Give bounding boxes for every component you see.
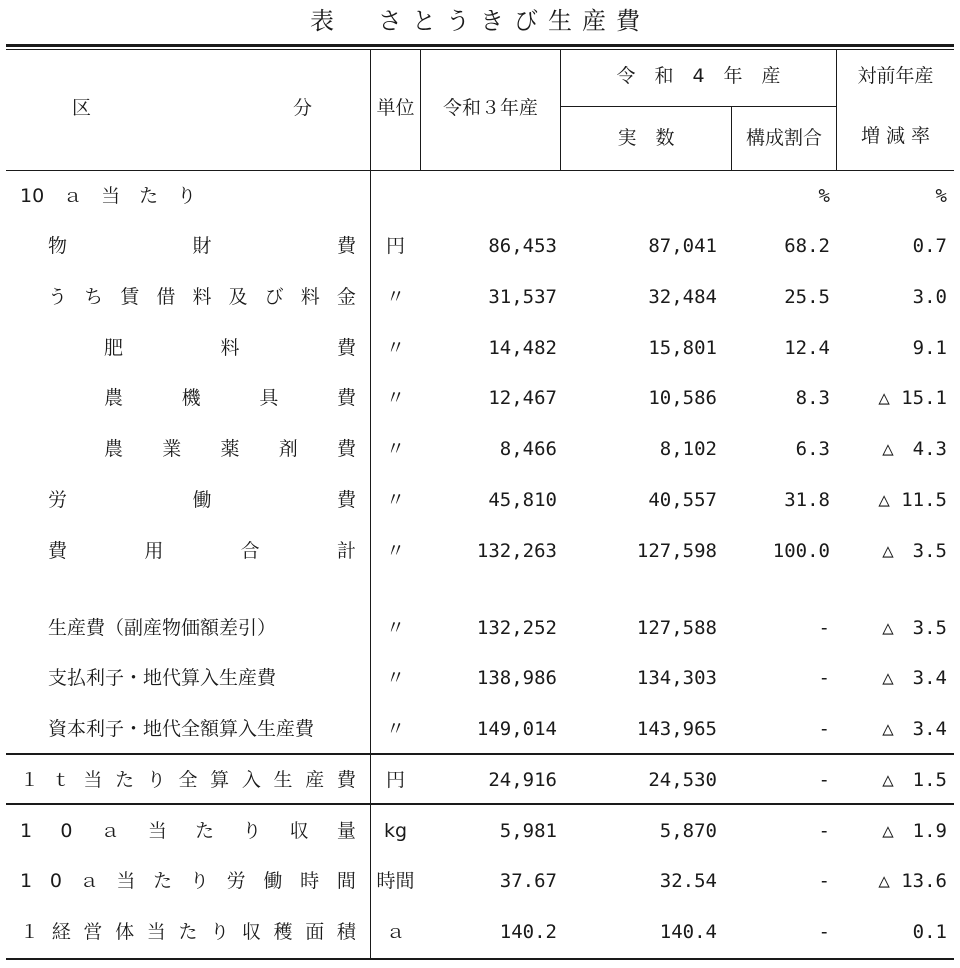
row-curr-value: 87,041 bbox=[648, 235, 717, 257]
header-prev-year: 令和３年産 bbox=[442, 97, 538, 119]
top-rule-thin bbox=[6, 49, 954, 50]
row-ratio: - bbox=[818, 870, 830, 892]
row-ratio: 25.5 bbox=[784, 286, 830, 308]
row-curr-value: 8,102 bbox=[659, 438, 717, 460]
row-label: う ち 賃 借 料 及 び 料 金 bbox=[48, 286, 356, 308]
row-unit: 〃 bbox=[385, 667, 405, 689]
row-label: 生産費（副産物価額差引） bbox=[48, 617, 277, 639]
section-label: 10 ａ 当 た り bbox=[20, 185, 197, 207]
row-label: 農 業 薬 剤 費 bbox=[104, 438, 356, 460]
row-change: △ 1.9 bbox=[882, 820, 947, 842]
header-ratio: 構成割合 bbox=[745, 127, 822, 149]
row-prev-value: 138,986 bbox=[476, 667, 557, 689]
row-curr-value: 24,530 bbox=[648, 769, 717, 791]
row-label: １ ｔ 当 た り 全 算 入 生 産 費 bbox=[20, 769, 356, 791]
row-curr-value: 10,586 bbox=[648, 387, 717, 409]
section-rule-1 bbox=[6, 753, 954, 755]
row-label: 1 0 ａ 当 た り 収 量 bbox=[20, 820, 356, 842]
row-curr-value: 134,303 bbox=[636, 667, 717, 689]
row-ratio: - bbox=[818, 718, 830, 740]
row-unit: ａ bbox=[385, 921, 405, 943]
row-unit: 〃 bbox=[385, 286, 405, 308]
header-category-ku: 区 bbox=[72, 97, 92, 119]
row-change: △ 3.5 bbox=[882, 617, 947, 639]
row-prev-value: 5,981 bbox=[499, 820, 557, 842]
row-unit: 〃 bbox=[385, 540, 405, 562]
row-ratio: 8.3 bbox=[795, 387, 830, 409]
section-rule-2 bbox=[6, 803, 954, 805]
row-unit: 時間 bbox=[376, 870, 415, 892]
row-label: １ 経 営 体 当 た り 収 穫 面 積 bbox=[20, 921, 356, 943]
row-curr-value: 5,870 bbox=[659, 820, 717, 842]
row-curr-value: 32,484 bbox=[648, 286, 717, 308]
row-unit: 〃 bbox=[385, 718, 405, 740]
row-change: △ 15.1 bbox=[878, 387, 947, 409]
row-prev-value: 140.2 bbox=[499, 921, 557, 943]
row-prev-value: 24,916 bbox=[488, 769, 557, 791]
row-change: △ 4.3 bbox=[882, 438, 947, 460]
header-curr-year: 令 和 4 年 産 bbox=[616, 65, 781, 87]
row-curr-value: 15,801 bbox=[648, 337, 717, 359]
header-category bbox=[72, 96, 312, 120]
change-unit: % bbox=[935, 185, 947, 207]
row-change: 9.1 bbox=[912, 337, 947, 359]
row-label: 農 機 具 費 bbox=[104, 387, 356, 409]
row-label: 肥 料 費 bbox=[104, 337, 356, 359]
row-curr-value: 40,557 bbox=[648, 489, 717, 511]
row-curr-value: 127,598 bbox=[636, 540, 717, 562]
row-label: 資本利子・地代全額算入生産費 bbox=[48, 718, 315, 740]
row-curr-value: 32.54 bbox=[659, 870, 717, 892]
row-unit: 円 bbox=[385, 769, 405, 791]
header-bottom-rule bbox=[6, 170, 954, 171]
row-ratio: 6.3 bbox=[795, 438, 830, 460]
header-mid-rule bbox=[560, 106, 836, 107]
header-change-top: 対前年産 bbox=[857, 65, 934, 87]
row-prev-value: 132,252 bbox=[476, 617, 557, 639]
row-unit: 〃 bbox=[385, 489, 405, 511]
row-label: 物 財 費 bbox=[48, 235, 356, 257]
row-unit: kg bbox=[383, 820, 408, 842]
row-change: 3.0 bbox=[912, 286, 947, 308]
header-change-bottom: 増 減 率 bbox=[860, 125, 931, 147]
row-unit: 〃 bbox=[385, 617, 405, 639]
row-prev-value: 45,810 bbox=[488, 489, 557, 511]
row-unit: 〃 bbox=[385, 387, 405, 409]
row-prev-value: 8,466 bbox=[499, 438, 557, 460]
row-ratio: 31.8 bbox=[784, 489, 830, 511]
row-unit: 〃 bbox=[385, 337, 405, 359]
row-ratio: 68.2 bbox=[784, 235, 830, 257]
row-prev-value: 86,453 bbox=[488, 235, 557, 257]
row-label: 費 用 合 計 bbox=[48, 540, 356, 562]
row-change: △ 3.4 bbox=[882, 667, 947, 689]
row-curr-value: 127,588 bbox=[636, 617, 717, 639]
row-change: △ 3.4 bbox=[882, 718, 947, 740]
row-ratio: - bbox=[818, 617, 830, 639]
row-change: 0.7 bbox=[912, 235, 947, 257]
top-rule-thick bbox=[6, 44, 954, 47]
header-actual: 実 数 bbox=[617, 127, 675, 149]
header-unit: 単位 bbox=[376, 97, 415, 119]
header-category-bun: 分 bbox=[292, 97, 312, 119]
ratio-unit: % bbox=[818, 185, 830, 207]
row-unit: 円 bbox=[385, 235, 405, 257]
row-prev-value: 37.67 bbox=[499, 870, 557, 892]
row-change: △ 3.5 bbox=[882, 540, 947, 562]
table-title: 表 さとうきび生産費 bbox=[310, 7, 650, 35]
row-ratio: - bbox=[818, 820, 830, 842]
row-label: 1 0 ａ 当 た り 労 働 時 間 bbox=[20, 870, 356, 892]
row-ratio: - bbox=[818, 769, 830, 791]
row-curr-value: 143,965 bbox=[636, 718, 717, 740]
row-unit: 〃 bbox=[385, 438, 405, 460]
row-ratio: 12.4 bbox=[784, 337, 830, 359]
row-curr-value: 140.4 bbox=[659, 921, 717, 943]
row-prev-value: 149,014 bbox=[476, 718, 557, 740]
row-change: △ 13.6 bbox=[878, 870, 947, 892]
row-change: 0.1 bbox=[912, 921, 947, 943]
bottom-rule bbox=[6, 958, 954, 960]
row-prev-value: 12,467 bbox=[488, 387, 557, 409]
row-prev-value: 14,482 bbox=[488, 337, 557, 359]
row-label: 支払利子・地代算入生産費 bbox=[48, 667, 277, 689]
row-change: △ 11.5 bbox=[878, 489, 947, 511]
row-ratio: - bbox=[818, 921, 830, 943]
row-ratio: 100.0 bbox=[772, 540, 830, 562]
row-ratio: - bbox=[818, 667, 830, 689]
row-change: △ 1.5 bbox=[882, 769, 947, 791]
row-label: 労 働 費 bbox=[48, 489, 356, 511]
row-prev-value: 31,537 bbox=[488, 286, 557, 308]
row-prev-value: 132,263 bbox=[476, 540, 557, 562]
